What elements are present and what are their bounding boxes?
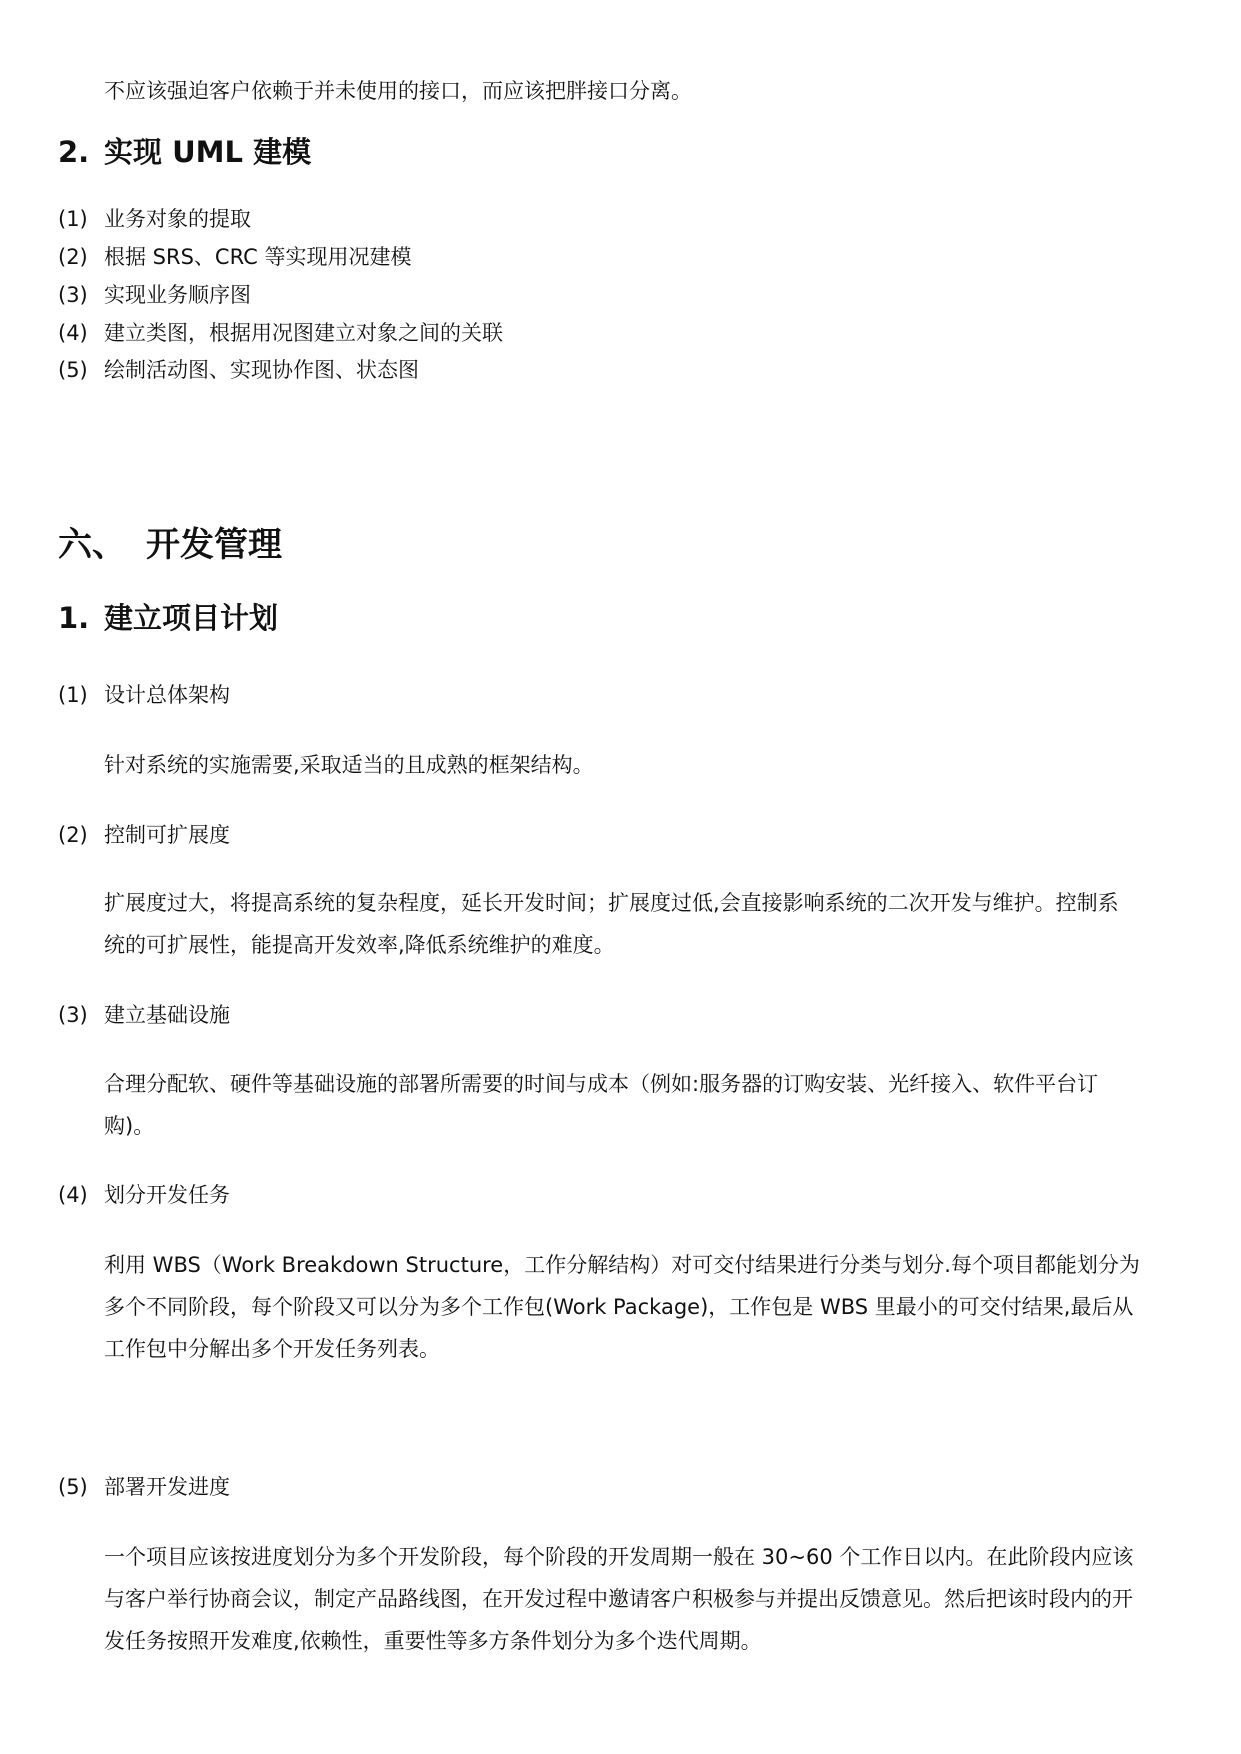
- subsection-title: 设计总体架构: [104, 683, 230, 707]
- section-1-number: 1.: [58, 601, 90, 635]
- subsection-number: (4): [58, 1183, 88, 1207]
- list-item-number: (1): [58, 207, 88, 231]
- subsection-number: (5): [58, 1475, 88, 1499]
- subsection-paragraph-line: 合理分配软、硬件等基础设施的部署所需要的时间与成本（例如:服务器的订购安装、光纤接入、软件平台订: [104, 1072, 1099, 1096]
- section-2-number: 2.: [58, 135, 90, 169]
- subsection-paragraph-line: 扩展度过大，将提高系统的复杂程度，延长开发时间；扩展度过低,会直接影响系统的二次开发与维护。控制系: [104, 891, 1119, 915]
- intro-paragraph: 不应该强迫客户依赖于并未使用的接口，而应该把胖接口分离。: [104, 79, 692, 103]
- subsection-paragraph: 针对系统的实施需要,采取适当的且成熟的框架结构。: [104, 753, 594, 777]
- list-item-number: (4): [58, 321, 88, 345]
- subsection-paragraph-line: 工作包中分解出多个开发任务列表。: [104, 1337, 440, 1361]
- list-item-text: 绘制活动图、实现协作图、状态图: [104, 358, 419, 382]
- subsection-number: (3): [58, 1003, 88, 1027]
- subsection-paragraph-line: 发任务按照开发难度,依赖性，重要性等多方条件划分为多个迭代周期。: [104, 1629, 762, 1653]
- subsection-paragraph-line: 统的可扩展性，能提高开发效率,降低系统维护的难度。: [104, 933, 615, 957]
- subsection-number: (1): [58, 683, 88, 707]
- subsection-title: 部署开发进度: [104, 1475, 230, 1499]
- subsection-paragraph-line: 与客户举行协商会议，制定产品路线图，在开发过程中邀请客户积极参与并提出反馈意见。然后把该时段内的开: [104, 1587, 1133, 1611]
- list-item-text: 根据 SRS、CRC 等实现用况建模: [104, 245, 412, 269]
- subsection-paragraph-line: 利用 WBS（Work Breakdown Structure，工作分解结构）对可交付结果进行分类与划分.每个项目都能划分为: [104, 1253, 1140, 1277]
- subsection-paragraph-line: 一个项目应该按进度划分为多个开发阶段，每个阶段的开发周期一般在 30~60 个工作日以内。在此阶段内应该: [104, 1545, 1134, 1569]
- subsection-title: 划分开发任务: [104, 1183, 230, 1207]
- list-item-text: 建立类图，根据用况图建立对象之间的关联: [104, 321, 503, 345]
- section-1-title: 建立项目计划: [104, 601, 279, 635]
- list-item-number: (2): [58, 245, 88, 269]
- subsection-number: (2): [58, 823, 88, 847]
- subsection-title: 控制可扩展度: [104, 823, 230, 847]
- subsection-paragraph-line: 多个不同阶段，每个阶段又可以分为多个工作包(Work Package)，工作包是 WBS 里最小的可交付结果,最后从: [104, 1295, 1134, 1319]
- list-item-text: 业务对象的提取: [104, 207, 251, 231]
- list-item-number: (5): [58, 358, 88, 382]
- section-2-title: 实现 UML 建模: [104, 135, 312, 169]
- chapter-6-title: 开发管理: [146, 525, 282, 565]
- list-item-number: (3): [58, 283, 88, 307]
- subsection-title: 建立基础设施: [104, 1003, 230, 1027]
- list-item-text: 实现业务顺序图: [104, 283, 251, 307]
- chapter-6-number: 六、: [58, 525, 126, 565]
- subsection-paragraph-line: 购)。: [104, 1114, 155, 1138]
